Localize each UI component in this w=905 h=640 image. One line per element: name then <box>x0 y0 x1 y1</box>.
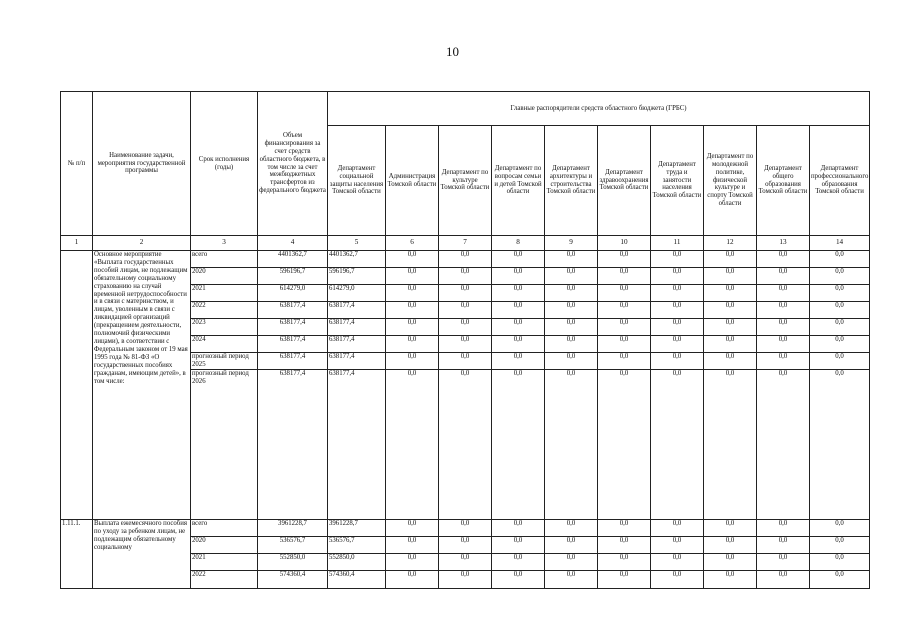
column-number: 5 <box>328 236 386 251</box>
grbs-value-cell: 0,0 <box>386 370 439 520</box>
grbs-value-cell: 0,0 <box>757 251 810 268</box>
term-cell: 2024 <box>191 336 258 353</box>
grbs-value-cell: 0,0 <box>492 285 545 302</box>
grbs-value-cell: 0,0 <box>810 285 870 302</box>
grbs-value-cell: 0,0 <box>439 520 492 537</box>
grbs-value-cell: 0,0 <box>810 370 870 520</box>
grbs-value-cell: 0,0 <box>757 353 810 370</box>
grbs-value-cell: 0,0 <box>651 319 704 336</box>
column-number: 2 <box>93 236 191 251</box>
grbs-value-cell: 0,0 <box>651 251 704 268</box>
grbs-value-cell: 0,0 <box>704 285 757 302</box>
grbs-value-cell: 0,0 <box>598 268 651 285</box>
grbs-value-cell: 638177,4 <box>328 336 386 353</box>
volume-cell: 552850,0 <box>258 554 328 571</box>
page-number: 10 <box>446 44 459 59</box>
header-name: Наименование задачи, мероприятия государственной программы <box>93 92 191 236</box>
column-number: 10 <box>598 236 651 251</box>
grbs-value-cell: 0,0 <box>492 302 545 319</box>
column-number: 3 <box>191 236 258 251</box>
grbs-value-cell: 0,0 <box>545 251 598 268</box>
volume-cell: 638177,4 <box>258 336 328 353</box>
grbs-value-cell: 0,0 <box>598 370 651 520</box>
header-grbs-health: Департамент здравоохранения Томской области <box>598 126 651 236</box>
grbs-value-cell: 0,0 <box>386 537 439 554</box>
column-number: 12 <box>704 236 757 251</box>
header-grbs-administration: Администрация Томской области <box>386 126 439 236</box>
section-name: Основное мероприятие «Выплата государственных пособий лицам, не подлежащим обязательному социальному страхованию на случай временной нетрудоспособности и в связи с материнством, и лицам, уволенным в связи с ликвидацией организаций (прекращением деятельности, полномочий физическими лицами), в соответствии с Федеральным законом от 19 мая 1995 года № 81-ФЗ «О государственных пособиях гражданам, имеющим детей», в том числе: <box>93 251 191 520</box>
term-cell: 2022 <box>191 571 258 589</box>
grbs-value-cell: 0,0 <box>598 353 651 370</box>
grbs-value-cell: 638177,4 <box>328 370 386 520</box>
grbs-value-cell: 0,0 <box>492 353 545 370</box>
grbs-value-cell: 0,0 <box>386 302 439 319</box>
grbs-value-cell: 0,0 <box>598 537 651 554</box>
column-number: 8 <box>492 236 545 251</box>
grbs-value-cell: 0,0 <box>810 251 870 268</box>
grbs-value-cell: 0,0 <box>704 554 757 571</box>
grbs-value-cell: 596196,7 <box>328 268 386 285</box>
grbs-value-cell: 0,0 <box>810 302 870 319</box>
grbs-value-cell: 0,0 <box>704 302 757 319</box>
grbs-value-cell: 0,0 <box>598 336 651 353</box>
column-number: 11 <box>651 236 704 251</box>
header-grbs-labour: Департамент труда и занятости населения Томской области <box>651 126 704 236</box>
volume-cell: 536576,7 <box>258 537 328 554</box>
grbs-value-cell: 0,0 <box>598 251 651 268</box>
grbs-value-cell: 0,0 <box>598 285 651 302</box>
grbs-value-cell: 0,0 <box>439 370 492 520</box>
header-grbs-general-education: Департамент общего образования Томской области <box>757 126 810 236</box>
header-grbs-professional-education: Департамент профессионального образования Томской области <box>810 126 870 236</box>
grbs-value-cell: 0,0 <box>386 353 439 370</box>
grbs-value-cell: 574360,4 <box>328 571 386 589</box>
column-number: 6 <box>386 236 439 251</box>
section-number <box>61 251 93 520</box>
grbs-value-cell: 0,0 <box>598 302 651 319</box>
grbs-value-cell: 0,0 <box>810 571 870 589</box>
grbs-value-cell: 0,0 <box>651 370 704 520</box>
volume-cell: 574360,4 <box>258 571 328 589</box>
term-cell: 2020 <box>191 537 258 554</box>
grbs-value-cell: 0,0 <box>810 336 870 353</box>
header-number: № п/п <box>61 92 93 236</box>
section-name: Выплата ежемесячного пособия по уходу за ребенком лицам, не подлежащим обязательному социальному <box>93 520 191 589</box>
grbs-value-cell: 0,0 <box>545 520 598 537</box>
volume-cell: 638177,4 <box>258 353 328 370</box>
column-numbers-row <box>61 236 870 251</box>
grbs-value-cell: 0,0 <box>492 520 545 537</box>
grbs-value-cell: 0,0 <box>810 353 870 370</box>
grbs-value-cell: 0,0 <box>439 537 492 554</box>
grbs-value-cell: 0,0 <box>651 554 704 571</box>
grbs-value-cell: 0,0 <box>704 571 757 589</box>
header-grbs-family: Департамент по вопросам семьи и детей Томской области <box>492 126 545 236</box>
grbs-value-cell: 638177,4 <box>328 319 386 336</box>
column-number: 14 <box>810 236 870 251</box>
grbs-value-cell: 0,0 <box>651 285 704 302</box>
grbs-value-cell: 0,0 <box>545 285 598 302</box>
grbs-value-cell: 0,0 <box>439 302 492 319</box>
table-row <box>61 520 870 537</box>
grbs-value-cell: 638177,4 <box>328 353 386 370</box>
grbs-value-cell: 0,0 <box>757 319 810 336</box>
grbs-value-cell: 0,0 <box>704 251 757 268</box>
grbs-value-cell: 0,0 <box>757 571 810 589</box>
column-number: 7 <box>439 236 492 251</box>
term-cell: 2021 <box>191 554 258 571</box>
term-cell: всего <box>191 520 258 537</box>
grbs-value-cell: 0,0 <box>492 319 545 336</box>
header-term: Срок исполнения (годы) <box>191 92 258 236</box>
grbs-value-cell: 0,0 <box>704 370 757 520</box>
grbs-value-cell: 0,0 <box>545 302 598 319</box>
grbs-value-cell: 0,0 <box>757 302 810 319</box>
grbs-value-cell: 0,0 <box>386 319 439 336</box>
grbs-value-cell: 0,0 <box>545 370 598 520</box>
grbs-value-cell: 0,0 <box>439 571 492 589</box>
grbs-value-cell: 0,0 <box>651 520 704 537</box>
header-grbs-group: Главные распорядители средств областного бюджета (ГРБС) <box>328 92 870 126</box>
column-number: 4 <box>258 236 328 251</box>
grbs-value-cell: 0,0 <box>492 336 545 353</box>
grbs-value-cell: 0,0 <box>439 285 492 302</box>
volume-cell: 4401362,7 <box>258 251 328 268</box>
term-cell: всего <box>191 251 258 268</box>
grbs-value-cell: 0,0 <box>651 537 704 554</box>
grbs-value-cell: 0,0 <box>492 537 545 554</box>
grbs-value-cell: 0,0 <box>386 251 439 268</box>
grbs-value-cell: 0,0 <box>492 251 545 268</box>
term-cell: 2022 <box>191 302 258 319</box>
grbs-value-cell: 0,0 <box>439 251 492 268</box>
grbs-value-cell: 0,0 <box>386 268 439 285</box>
column-number: 13 <box>757 236 810 251</box>
grbs-value-cell: 0,0 <box>704 353 757 370</box>
grbs-value-cell: 552850,0 <box>328 554 386 571</box>
grbs-value-cell: 0,0 <box>439 554 492 571</box>
header-volume: Объем финансирования за счет средств областного бюджета, в том числе за счет межбюджетных трансфертов из федерального бюджета <box>258 92 328 236</box>
grbs-value-cell: 0,0 <box>598 520 651 537</box>
grbs-value-cell: 0,0 <box>757 336 810 353</box>
grbs-value-cell: 0,0 <box>386 554 439 571</box>
grbs-value-cell: 0,0 <box>810 319 870 336</box>
volume-cell: 638177,4 <box>258 319 328 336</box>
grbs-value-cell: 0,0 <box>810 520 870 537</box>
grbs-value-cell: 4401362,7 <box>328 251 386 268</box>
grbs-value-cell: 0,0 <box>704 319 757 336</box>
grbs-value-cell: 0,0 <box>704 268 757 285</box>
grbs-value-cell: 0,0 <box>704 336 757 353</box>
grbs-value-cell: 3961228,7 <box>328 520 386 537</box>
grbs-value-cell: 0,0 <box>704 537 757 554</box>
grbs-value-cell: 0,0 <box>439 268 492 285</box>
grbs-value-cell: 0,0 <box>598 319 651 336</box>
header-grbs-youth-sport: Департамент по молодежной политике, физической культуре и спорту Томской области <box>704 126 757 236</box>
grbs-value-cell: 0,0 <box>545 336 598 353</box>
grbs-value-cell: 0,0 <box>545 537 598 554</box>
grbs-value-cell: 0,0 <box>386 571 439 589</box>
grbs-value-cell: 0,0 <box>492 370 545 520</box>
section-number: 1.11.1. <box>61 520 93 589</box>
volume-cell: 638177,4 <box>258 302 328 319</box>
header-grbs-culture: Департамент по культуре Томской области <box>439 126 492 236</box>
grbs-value-cell: 0,0 <box>545 571 598 589</box>
column-number: 9 <box>545 236 598 251</box>
grbs-value-cell: 0,0 <box>810 268 870 285</box>
header-grbs-social-protection: Департамент социальной защиты населения Томской области <box>328 126 386 236</box>
grbs-value-cell: 0,0 <box>492 554 545 571</box>
volume-cell: 638177,4 <box>258 370 328 520</box>
grbs-value-cell: 0,0 <box>545 319 598 336</box>
grbs-value-cell: 0,0 <box>545 353 598 370</box>
grbs-value-cell: 0,0 <box>598 571 651 589</box>
term-cell: 2023 <box>191 319 258 336</box>
budget-table <box>60 91 870 589</box>
grbs-value-cell: 0,0 <box>439 336 492 353</box>
grbs-value-cell: 0,0 <box>651 302 704 319</box>
term-cell: прогнозный период 2026 <box>191 370 258 520</box>
grbs-value-cell: 0,0 <box>386 520 439 537</box>
grbs-value-cell: 0,0 <box>757 520 810 537</box>
grbs-value-cell: 0,0 <box>651 336 704 353</box>
grbs-value-cell: 0,0 <box>810 554 870 571</box>
grbs-value-cell: 0,0 <box>598 554 651 571</box>
grbs-value-cell: 0,0 <box>545 554 598 571</box>
grbs-value-cell: 0,0 <box>651 353 704 370</box>
grbs-value-cell: 0,0 <box>810 537 870 554</box>
grbs-value-cell: 638177,4 <box>328 302 386 319</box>
grbs-value-cell: 0,0 <box>704 520 757 537</box>
grbs-value-cell: 0,0 <box>545 268 598 285</box>
grbs-value-cell: 0,0 <box>439 319 492 336</box>
volume-cell: 596196,7 <box>258 268 328 285</box>
grbs-value-cell: 0,0 <box>757 537 810 554</box>
grbs-value-cell: 0,0 <box>386 336 439 353</box>
grbs-value-cell: 536576,7 <box>328 537 386 554</box>
grbs-value-cell: 0,0 <box>651 571 704 589</box>
term-cell: 2021 <box>191 285 258 302</box>
grbs-value-cell: 614279,0 <box>328 285 386 302</box>
term-cell: 2020 <box>191 268 258 285</box>
volume-cell: 614279,0 <box>258 285 328 302</box>
column-number: 1 <box>61 236 93 251</box>
grbs-value-cell: 0,0 <box>757 554 810 571</box>
grbs-value-cell: 0,0 <box>492 571 545 589</box>
grbs-value-cell: 0,0 <box>439 353 492 370</box>
grbs-value-cell: 0,0 <box>386 285 439 302</box>
grbs-value-cell: 0,0 <box>492 268 545 285</box>
table-row <box>61 251 870 268</box>
grbs-value-cell: 0,0 <box>651 268 704 285</box>
grbs-value-cell: 0,0 <box>757 268 810 285</box>
grbs-value-cell: 0,0 <box>757 370 810 520</box>
grbs-value-cell: 0,0 <box>757 285 810 302</box>
term-cell: прогнозный период 2025 <box>191 353 258 370</box>
header-grbs-architecture: Департамент архитектуры и строительства Томской области <box>545 126 598 236</box>
volume-cell: 3961228,7 <box>258 520 328 537</box>
